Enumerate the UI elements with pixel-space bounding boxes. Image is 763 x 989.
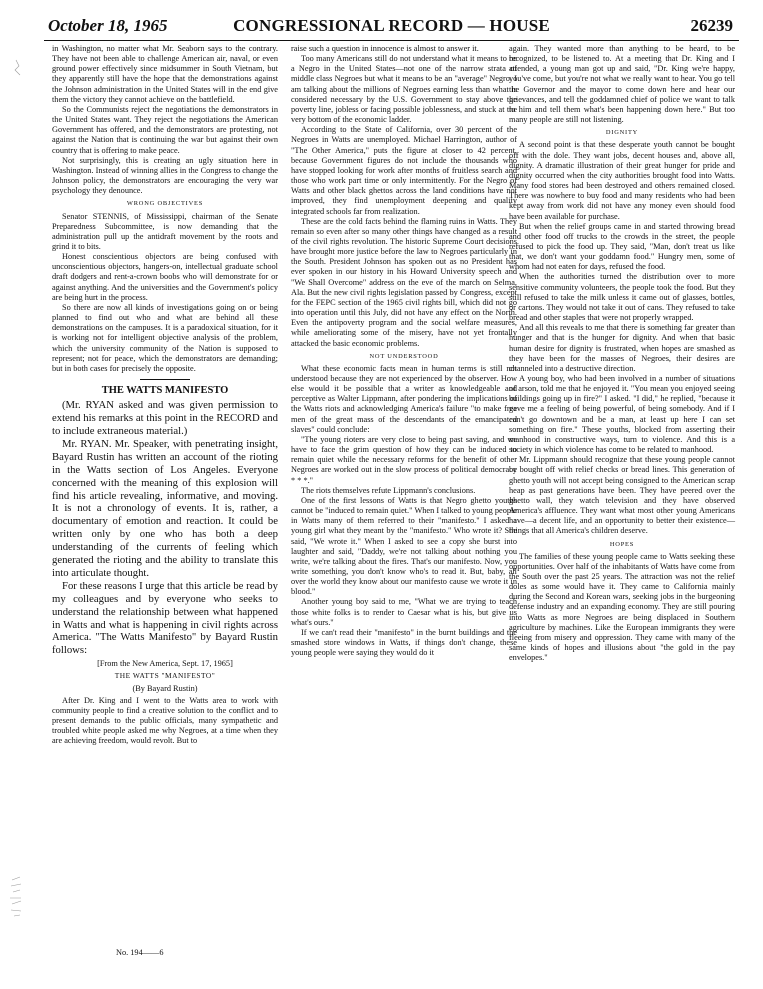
paragraph: Honest conscientious objectors are being confused with unconscientious objectors, hangers-on, intellectual graduate school draft dodgers and rent-a-crown boobs who will demonstrate for or against anything. And the universities and the Government's policy are being hurt in the process.: [52, 252, 278, 302]
paragraph: in Washington, no matter what Mr. Seaborn says to the contrary. They have not been able to challenge American air, naval, or even ground power effectively since midsummer in South Vietnam, but they apparently still have the hope that the demonstrations against the Johnson administration in the United States will in the end give them the victory they cannot achieve on the battlefield.: [52, 44, 278, 104]
subheading-not-understood: NOT UNDERSTOOD: [369, 352, 439, 360]
paragraph: These are the cold facts behind the flaming ruins in Watts. They remain so even after so many other things have changed as a result of the civil rights revolution. The historic Supreme Court decisions have brought more justice before the law to Negroes particularly in the South. President Johnson has spoken out as no President has ever spoken in our history in his Howard University speech and "We Shall Overcome" address on the eve of the march on Selma, Ala. But the new civil rights legislation passed by Congress, except for the FEPC section of the 1965 civil rights bill, which did not go into operation until this July, did not have any effect on the North. Even the antipoverty program and the social welfare measures, while ameliorating some of the misery, have not yet frontally attacked the basic economic problems.: [291, 216, 517, 348]
section-title: THE WATTS MANIFESTO: [101, 385, 229, 396]
paragraph: Mr. RYAN. Mr. Speaker, with penetrating insight, Bayard Rustin has written an account of the rioting in the Watts section of Los Angeles. Everyone concerned with the meaning of this explosion will find his article revealing, informative, and moving. It is not a chronology of events. It is, rather, a documentary of emotion and reaction. It could be written only by one who has both a deep understanding of the currents of feeling which generated the rioting and the ability to translate this into articulate thought.: [52, 437, 278, 579]
paragraph: Not surprisingly, this is creating an ugly situation here in Washington. Instead of winning allies in the Congress to change the Johnson policy, the demonstrators are encouraging the very war psychology they denounce.: [52, 155, 278, 196]
paragraph: again. They wanted more than anything to be heard, to be recognized, to be listened to. At a meeting that Dr. King and I attended, a young man got up and said, "Dr. King we're happy, you've come, but you're not what we really want to hear. You go tell the Governor and the mayor to come down here and hear our grievances, and tell the goddamned chief of police we want to talk to him and tell them what's been happening down here." But too many people are still not listening.: [509, 44, 735, 125]
margin-marks: [6, 40, 26, 940]
paragraph: One of the first lessons of Watts is that Negro ghetto youths cannot be "induced to remain quiet." When I talked to young people in Watts many of them referred to their "manifesto." I asked a young girl what they meant by the "manifesto." Who wrote it? She said, "We wrote it." When I asked to see a copy she burst into laughter and said, "Daddy, we're not talking about nothing you write, we're talking about the fires. That's our manifesto. Now, you write something, you don't know who's to read it. But, baby, all over the world they know about our manifesto cause we wrote it in blood.": [291, 495, 517, 597]
subheading-hopes: HOPES: [609, 540, 635, 548]
subheading-wrong-objectives: WRONG OBJECTIVES: [126, 200, 204, 208]
paragraph: Senator STENNIS, of Mississippi, chairman of the Senate Preparedness Subcommittee, is now demanding that the administration pull up the antidraft movement by the roots and grind it to bits.: [52, 211, 278, 251]
paragraph: So there are now all kinds of investigations going on or being planned to find out who and what are behind all these demonstrations on the campuses. It is a paradoxical situation, for it is working not for intelligent objective analysis of the problem, which the university community of the Nation is supposed to represent; not for peace, which the demonstrators are demanding; but in both cases for precisely the opposite.: [52, 302, 278, 373]
section-divider: [140, 379, 190, 380]
paragraph: Too many Americans still do not understand what it means to be a Negro in the United States—not one of the narrow strata of middle class Negroes but what it means to be an "average" Negro. I am talking about the millions of Negroes earning less than what is considered necessary by the U.S. Government to stay above the poverty line, jobless or facing possible joblessness, and stuck at the very bottom of the economic ladder.: [291, 54, 517, 125]
source-citation: [From the New America, Sept. 17, 1965]: [97, 659, 233, 669]
paragraph: And all this reveals to me that there is something far greater than hunger and that is the hunger for dignity. And when that basic human desire for dignity is frustrated, when hopes are smashed as they have been for the masses of Negroes, their desires are channeled into a destructive direction.: [509, 323, 735, 373]
paragraph: So the Communists reject the negotiations the demonstrators in the United States want. They reject the negotiations the American Government has offered, and the demonstrators are protesting, not against the Nation that is continuing the war but against their own country that is offering to make peace.: [52, 104, 278, 155]
paragraph: What these economic facts mean in human terms is still not understood because they are not experienced by the observer. How else would it be possible that a writer as knowledgeable and perceptive as Walter Lippmann, after pondering the implications of the Watts riots and acknowledging America's failure "to make free men of the great mass of the descendants of the emancipated slaves" could conclude:: [291, 363, 517, 434]
paragraph: A second point is that these desperate youth cannot be bought off with the dole. They want jobs, decent houses and, above all, dignity. A dramatic illustration of their great hunger for pride and dignity occurred when the city authorities brought food into Watts. Many food stores had been destroyed and others remained closed. There was nowhere to buy food and many residents who had been kept away from work did not have any money even should food have been available for purchase.: [509, 140, 735, 221]
paragraph: raise such a question in innocence is almost to answer it.: [291, 44, 479, 53]
byline: (By Bayard Rustin): [132, 683, 198, 693]
page-footer: No. 194——6: [116, 948, 164, 957]
paragraph: When the authorities turned the distribution over to more sensitive community volunteers, the people took the food. But they still refused to take the milk unless it came out of glasses, bottles, or cartons. They would not take it out of cans. They refused to take bread and other staples that were not properly wrapped.: [509, 272, 735, 323]
paragraph: Another young boy said to me, "What we are trying to teach those white folks is to render to Caesar what is his, but give us what's ours.": [291, 597, 517, 627]
remarks-block: [52, 399, 278, 657]
paragraph: "The young rioters are very close to being past saving, and we have to face the grim question of how they can be induced to remain quiet while the necessary reforms for the benefit of other Negroes are worked out in the slow process of political democracy * * *.": [291, 434, 517, 485]
page-header: [44, 14, 739, 41]
paragraph: After Dr. King and I went to the Watts area to work with community people to find a creative solution to the conflict and to present demands to the public officials, many sympathetic and troubled white people asked me why Negroes, at a time when they are achieving freedom, would revolt. But to: [52, 695, 278, 746]
header-date: October 18, 1965: [48, 16, 168, 35]
paragraph: The families of these young people came to Watts seeking these opportunities. Over half of the inhabitants of Watts have come from the South over the past 25 years. The attraction was not the relief doles as some would have it. They came to California mainly during the Second and Korean wars, seeking jobs in the burgeoning defense industry and an expanding economy. They are still pouring into Watts as more Negroes are being displaced in Southern agriculture by machines. Like the European immigrants they were fleeing from misery and oppression. They came with many of the same kinds of hopes and illusions about "the gold in the pay envelopes.": [509, 551, 735, 663]
column-3: [509, 44, 735, 663]
paragraph: (Mr. RYAN asked and was given permission to extend his remarks at this point in the RECORD and to include extraneous material.): [52, 399, 278, 437]
paragraph: The riots themselves refute Lippmann's conclusions.: [301, 485, 476, 495]
paragraph: If we can't read their "manifesto" in the burnt buildings and the smashed store windows in Watts, if things don't change, these young people were saying they would do it: [291, 627, 517, 658]
paragraph: But when the relief groups came in and started throwing bread and other food off trucks to the crowds in the street, the people refused to pick the food up. They said, "Man, don't treat us like that, we don't want your goddamn food." Hungry men, some of whom had not eaten for days, refused the food.: [509, 221, 735, 272]
column-2: [291, 44, 517, 658]
article-title: THE WATTS "MANIFESTO": [114, 671, 216, 681]
paragraph: For these reasons I urge that this article be read by my colleagues and by everyone who seeks to understand the relationship between what happened in Watts and what is happening in civil rights across America. "The Watts Manifesto" by Bayard Rustin follows:: [52, 579, 278, 657]
subheading-dignity: DIGNITY: [605, 129, 639, 137]
paragraph: According to the State of California, over 30 percent of the Negroes in Watts are unemployed. Michael Harrington, author of "The Other America," puts the figure at closer to 42 percent, because Government figures do not include the thousands who have stopped looking for work after months of fruitless search and those who work part time or only intermittently. For the Negro of Watts and other black ghettos across the land conditions have not improved, they find unemployment deepening and quality integrated schools far from realization.: [291, 125, 517, 216]
column-1: [52, 44, 278, 747]
header-page-number: 26239: [690, 16, 733, 35]
header-title: CONGRESSIONAL RECORD — HOUSE: [233, 16, 550, 35]
paragraph: A young boy, who had been involved in a number of situations of arson, told me that he enjoyed it. "You mean you enjoyed seeing buildings going up in fire?" I asked. "I did," he replied, "because it gave me a feeling of being powerful, of being somebody. And if I can't go downtown and be a man, at least up here I can set something on fire." These youths, blocked from asserting their manhood in constructive ways, turn to violence. And this is a society in which violence has come to be related to manhood.: [509, 374, 735, 455]
paragraph: Mr. Lippmann should recognize that these young people cannot be bought off with relief checks or bread lines. This generation of ghetto youth will not accept being consigned to the American scrap heap as past generations have been. They have peered over the ghetto wall, they watch television and they have observed America's affluence. They want what most other young Americans have—a decent life, and an opportunity to better their existence—things that all America's children deserve.: [509, 455, 735, 536]
